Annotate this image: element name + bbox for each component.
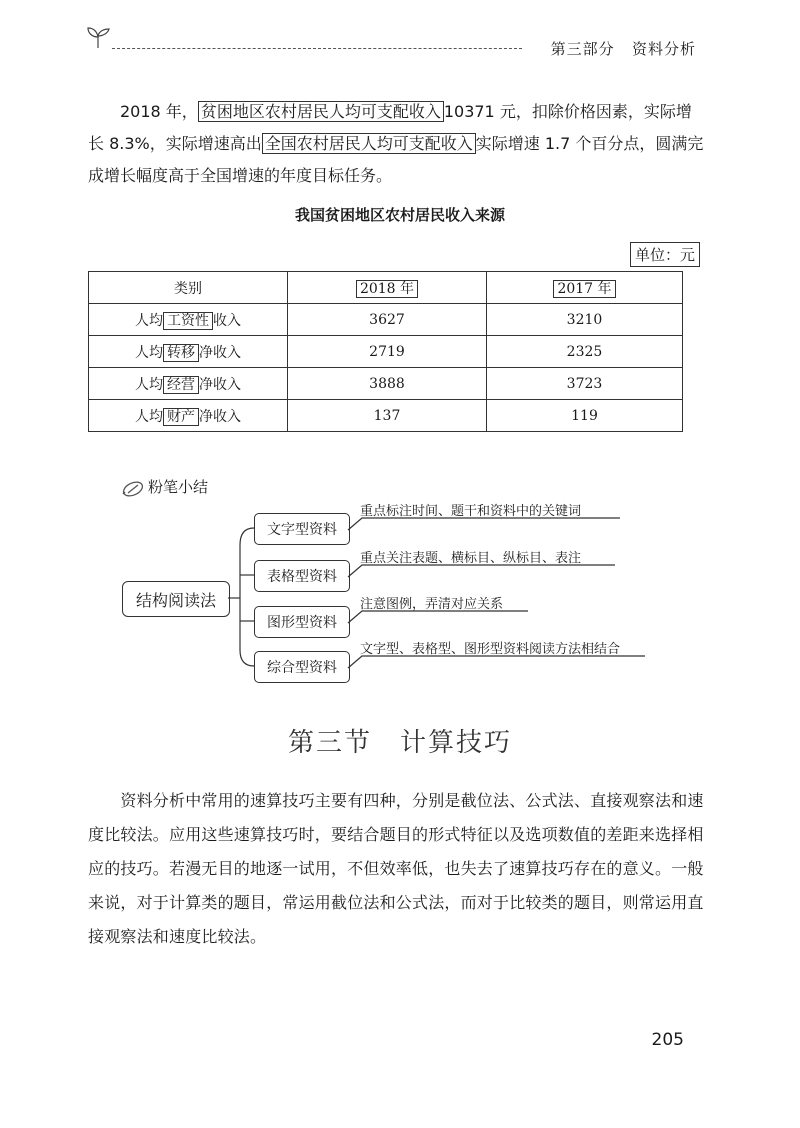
para-text-2: 10371 元，扣除价格因素，实际增长 8.3%，实际增速高出 (88, 102, 692, 153)
cell-2018: 3888 (288, 368, 487, 400)
mindmap-node-table: 表格型资料 (254, 560, 350, 592)
summary-label: 粉笔小结 (148, 478, 209, 496)
mindmap-node-chart: 图形型资料 (254, 606, 350, 638)
cell-2018: 3627 (288, 304, 487, 336)
section-title: 第三节 计算技巧 (287, 728, 512, 758)
row-label: 人均 转移 净收入 (89, 336, 288, 368)
header-category: 类别 (89, 272, 288, 304)
boxed-term-2: 全国农村居民人均可支配收入 (262, 133, 476, 154)
mindmap-node-combined: 综合型资料 (254, 651, 350, 683)
header-title: 资料分析 (631, 40, 696, 58)
para-text-3: 实际增速 1.7 个百分点，圆满完成增长幅度高于全国增速的年度目标任务。 (88, 134, 704, 185)
cell-2017: 3723 (487, 368, 683, 400)
cell-2018: 137 (288, 400, 487, 432)
row-label: 人均 经营 净收入 (89, 368, 288, 400)
mindmap-node-text: 文字型资料 (254, 513, 350, 545)
para-text-1: 2018 年， (120, 102, 198, 121)
table-title: 我国贫困地区农村居民收入来源 (294, 206, 505, 224)
mindmap-note-table: 重点关注表题、横标目、纵标目、表注 (360, 551, 582, 566)
mindmap-note-chart: 注意图例，弄清对应关系 (360, 597, 504, 612)
header-2018: 2018 年 (288, 272, 487, 304)
cell-2017: 2325 (487, 336, 683, 368)
mindmap-note-text: 重点标注时间、题干和资料中的关键词 (360, 504, 582, 519)
cell-2018: 2719 (288, 336, 487, 368)
header-section: 第三部分 (550, 40, 615, 58)
section-body (88, 784, 704, 954)
row-label: 人均 工资性 收入 (89, 304, 288, 336)
boxed-term-1: 贫困地区农村居民人均可支配收入 (198, 101, 444, 122)
cell-2017: 3210 (487, 304, 683, 336)
section-body-text: 资料分析中常用的速算技巧主要有四种，分别是截位法、公式法、直接观察法和速度比较法。应用这些速算技巧时，要结合题目的形式特征以及选项数值的差距来选择相应的技巧。若漫无目的地逐一试用，不但效率低，也失去了速算技巧存在的意义。一般来说，对于计算类的题目，常运用截位法和公式法，而对于比较类的题目，则常运用直接观察法和速度比较法。 (88, 791, 704, 946)
cell-2017: 119 (487, 400, 683, 432)
header-2017: 2017 年 (487, 272, 683, 304)
page-number: 205 (651, 1030, 684, 1050)
row-label: 人均 财产 净收入 (89, 400, 288, 432)
mindmap-root: 结构阅读法 (122, 581, 230, 617)
mindmap-note-combined: 文字型、表格型、图形型资料阅读方法相结合 (360, 642, 621, 657)
table-unit: 单位：元 (630, 242, 700, 267)
